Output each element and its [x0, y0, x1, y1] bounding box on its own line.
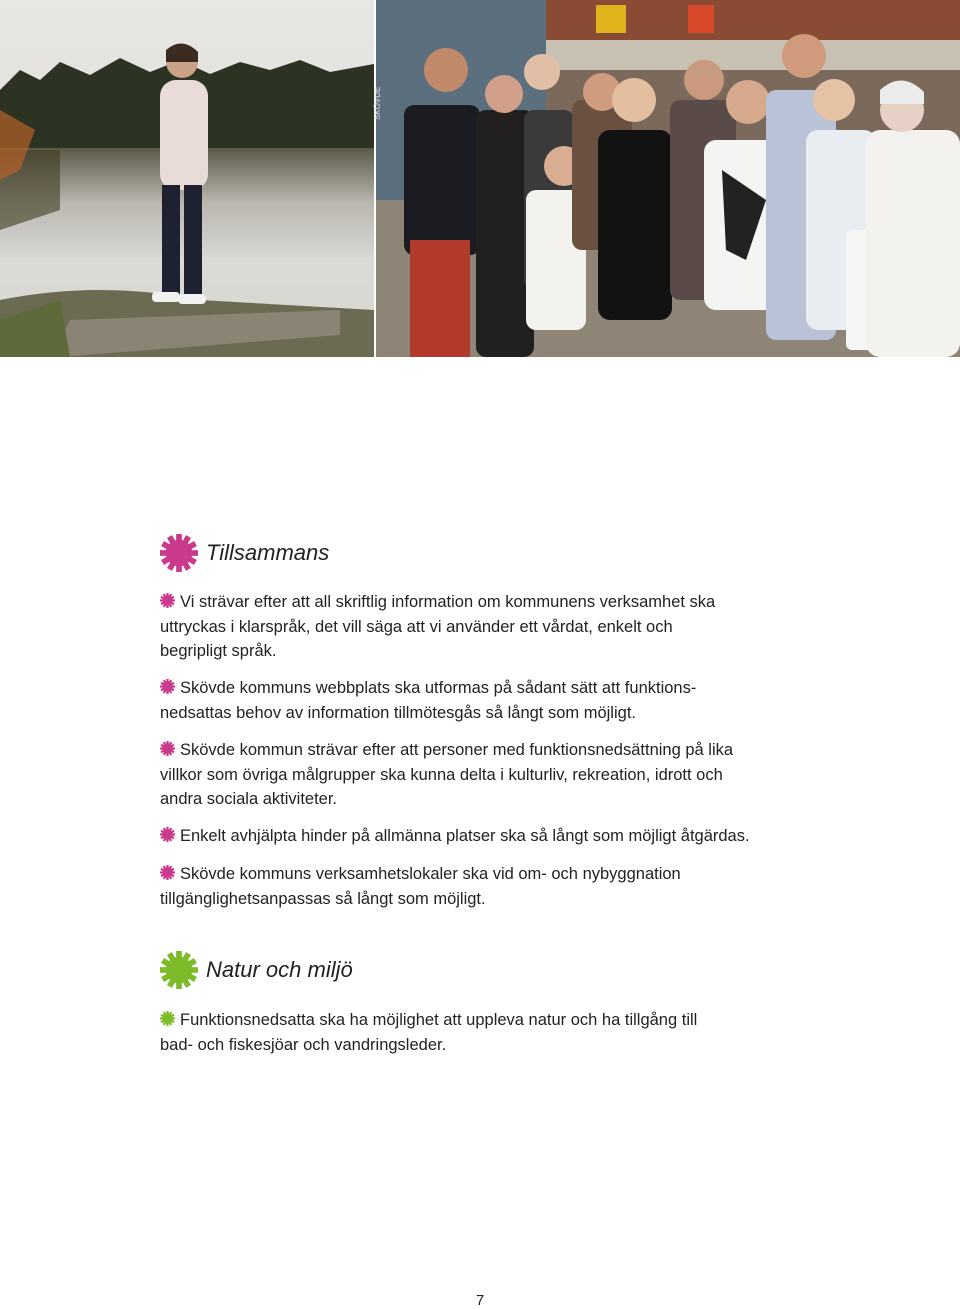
gear-flower-bullet-icon	[160, 741, 175, 756]
gear-flower-bullet-icon	[160, 679, 175, 694]
section-heading-tillsammans	[160, 533, 329, 573]
section-heading-natur-och-miljo	[160, 950, 353, 990]
paragraph-klarsprak: Vi strävar efter att all skriftlig information om kommunens verksamhet ska uttryckas i klarspråk, det vill säga att vi använder ett vårdat, enkelt och begripligt språk.	[160, 593, 716, 660]
paragraph-lokaler: Skövde kommuns verksamhetslokaler ska vid om- och nybyggnation tillgänglighetsanpassas så långt som möjligt.	[160, 865, 681, 908]
section-title: Tillsammans	[206, 540, 330, 565]
lake-photo	[0, 0, 374, 357]
gear-flower-bullet-icon	[160, 1011, 175, 1026]
paragraph-hinder: Enkelt avhjälpta hinder på allmänna platser ska så långt som möjligt åtgärdas.	[160, 824, 800, 849]
gear-flower-bullet-icon	[160, 593, 175, 608]
group-photo	[373, 0, 960, 357]
photo-strip	[0, 0, 960, 357]
paragraph-natur: Funktionsnedsatta ska ha möjlighet att uppleva natur och ha tillgång till bad- och fiskesjöar och vandringsleder.	[160, 1011, 698, 1054]
paragraph-webbplats: Skövde kommuns webbplats ska utformas på sådant sätt att funktions- nedsattas behov av information tillmötesgås så långt som möjligt.	[160, 679, 697, 722]
paragraph-delaktighet: Skövde kommun strävar efter att personer med funktionsnedsättning på lika villkor som övriga målgrupper ska kunna delta i kulturliv, rekreation, idrott och andra sociala aktiviteter.	[160, 741, 734, 808]
page-number: 7	[475, 1292, 485, 1309]
gear-flower-icon	[160, 534, 198, 572]
gear-flower-icon	[160, 951, 198, 989]
gear-flower-bullet-icon	[160, 865, 175, 880]
svg-text:SKÖVDE: SKÖVDE	[373, 86, 382, 120]
section-title: Natur och miljö	[206, 957, 353, 982]
gear-flower-bullet-icon	[160, 827, 175, 842]
